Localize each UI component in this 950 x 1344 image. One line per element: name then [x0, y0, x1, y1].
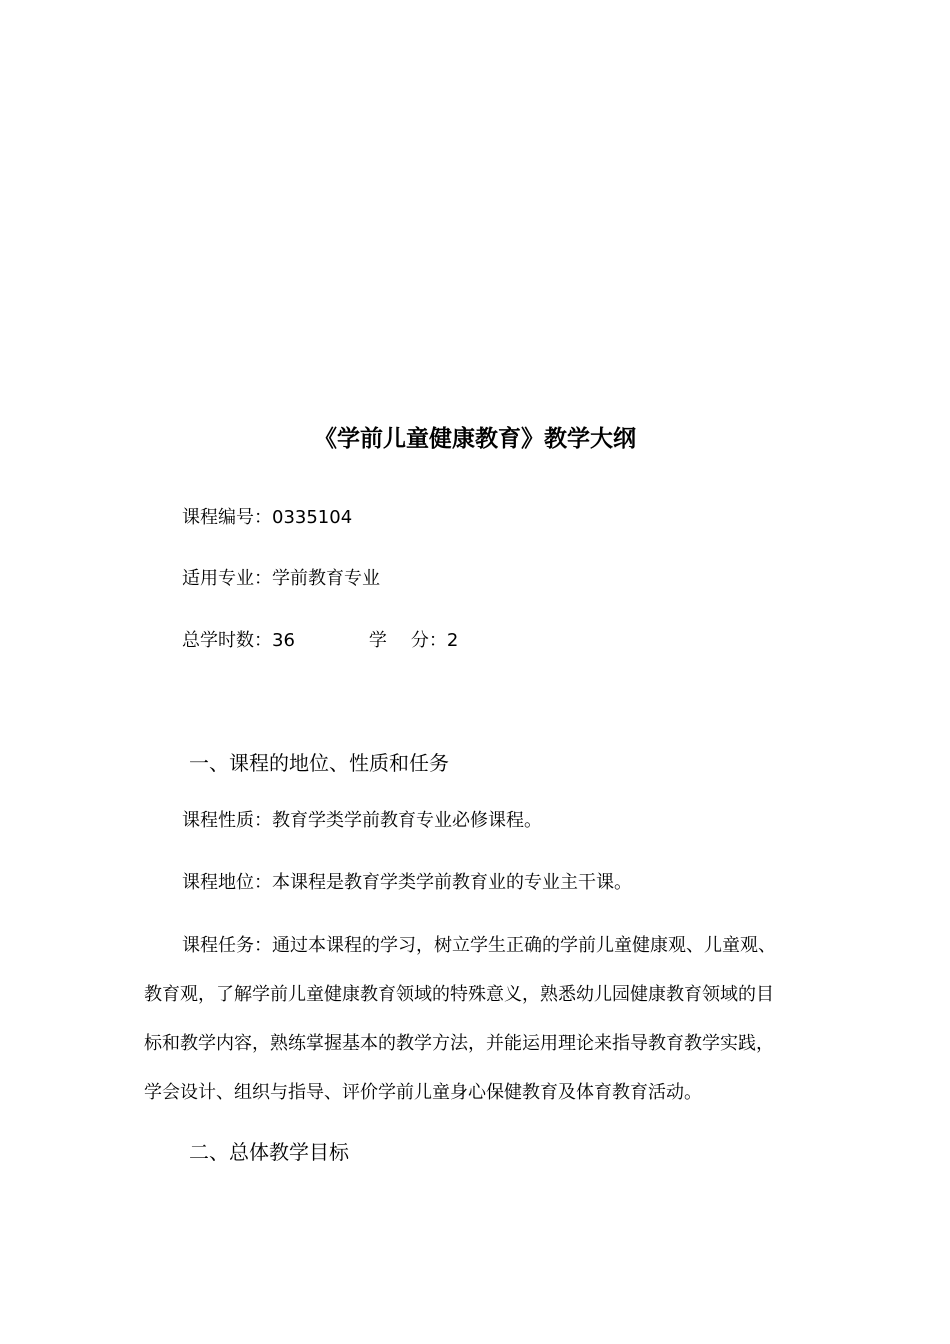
- applicable-major: 适用专业：学前教育专业: [182, 568, 380, 589]
- course-task-line-3: 标和教学内容，熟练掌握基本的教学方法，并能运用理论来指导教育教学实践，: [144, 1033, 774, 1054]
- document-title: 《学前儿童健康教育》教学大纲: [314, 426, 636, 452]
- course-task-line-2: 教育观，了解学前儿童健康教育领域的特殊意义，熟悉幼儿园健康教育领域的目: [144, 984, 774, 1005]
- section-heading-1: 一、课程的地位、性质和任务: [189, 751, 449, 775]
- hours-credits-line: [182, 628, 458, 654]
- section-heading-2: 二、总体教学目标: [189, 1140, 349, 1164]
- course-position: 课程地位：本课程是教育学类学前教育业的专业主干课。: [182, 872, 632, 893]
- course-nature: 课程性质：教育学类学前教育专业必修课程。: [182, 810, 542, 831]
- credits-label-char: 学: [368, 630, 387, 651]
- total-hours: 总学时数：36: [182, 630, 295, 651]
- course-task-line-4: 学会设计、组织与指导、评价学前儿童身心保健教育及体育教育活动。: [144, 1082, 702, 1103]
- credits-value: 分：2: [410, 630, 459, 651]
- course-task-line-1: 课程任务：通过本课程的学习，树立学生正确的学前儿童健康观、儿童观、: [182, 935, 776, 956]
- course-code: 课程编号：0335104: [182, 507, 353, 528]
